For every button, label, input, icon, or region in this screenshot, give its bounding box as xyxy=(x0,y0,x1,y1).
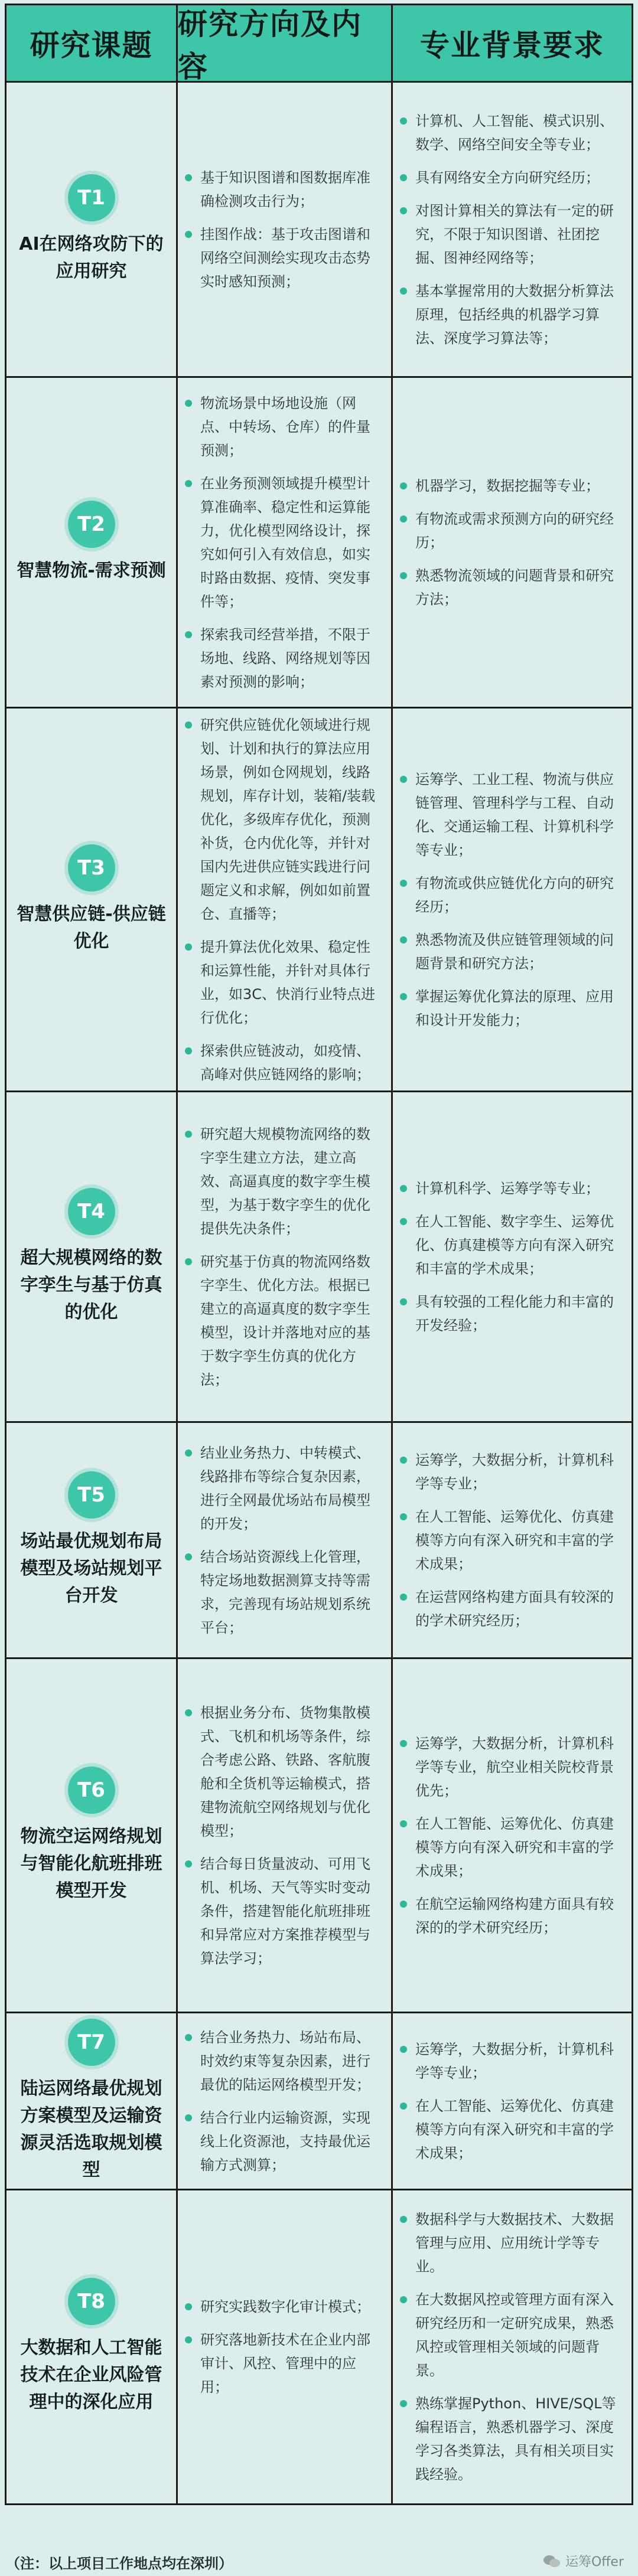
requirement-item xyxy=(400,928,623,975)
table-row xyxy=(6,1423,632,1659)
requirement-text: 在运营网络构建方面具有较深的的学术研究经历； xyxy=(415,1588,614,1629)
topic-id-badge: T4 xyxy=(68,1188,115,1235)
bullet-icon xyxy=(400,572,407,579)
bullet-icon xyxy=(400,2102,407,2110)
table-body xyxy=(6,83,632,2503)
direction-text: 探索我司经营举措，不限于场地、线路、网络规划等因素对预测的影响； xyxy=(200,626,370,690)
bullet-icon xyxy=(400,1457,407,1464)
requirement-text: 具有网络安全方向研究经历； xyxy=(415,169,600,186)
requirement-item xyxy=(400,474,623,498)
direction-item xyxy=(185,1701,383,1843)
table-row xyxy=(6,83,632,378)
requirement-text: 具有较强的工程化能力和丰富的开发经验； xyxy=(415,1293,614,1334)
bullet-icon xyxy=(185,2336,192,2343)
bullet-icon xyxy=(400,993,407,1000)
topic-id-badge: T3 xyxy=(68,844,115,892)
bullet-icon xyxy=(185,1131,192,1138)
topic-id-badge: T8 xyxy=(68,2278,115,2325)
direction-cell xyxy=(178,709,393,1091)
topic-cell xyxy=(6,1092,178,1421)
direction-cell xyxy=(178,1423,393,1657)
requirement-text: 计算机、人工智能、模式识别、数学、网络空间安全等专业； xyxy=(415,112,614,153)
requirement-cell xyxy=(393,2190,632,2503)
bullet-icon xyxy=(400,174,407,181)
direction-item xyxy=(185,472,383,613)
bullet-icon xyxy=(400,880,407,887)
requirement-cell xyxy=(393,1092,632,1421)
requirement-text: 掌握运筹优化算法的原理、应用和设计开发能力； xyxy=(415,988,614,1029)
requirement-text: 对图计算相关的算法有一定的研究，不限于知识图谱、社团挖掘、图神经网络等； xyxy=(415,202,614,266)
requirement-item xyxy=(400,1290,623,1337)
bullet-icon xyxy=(400,1185,407,1192)
requirement-item xyxy=(400,985,623,1032)
direction-text: 结业业务热力、中转模式、线路排布等综合复杂因素，进行全网最优场站布局模型的开发； xyxy=(200,1444,370,1532)
research-topics-table xyxy=(5,4,633,2505)
topic-title: 场站最优规划布局模型及场站规划平台开发 xyxy=(20,1530,162,1606)
direction-item xyxy=(185,1441,383,1536)
table-row xyxy=(6,2190,632,2503)
topic-id-badge: T1 xyxy=(68,174,115,221)
requirement-item xyxy=(400,1585,623,1633)
header-topic: 研究课题 xyxy=(6,5,178,81)
requirement-text: 有物流或供应链优化方向的研究经历； xyxy=(415,874,614,915)
topic-title: 智慧供应链-供应链优化 xyxy=(17,903,166,952)
requirement-item xyxy=(400,564,623,611)
bullet-icon xyxy=(400,936,407,943)
bullet-icon xyxy=(400,117,407,125)
direction-item xyxy=(185,935,383,1030)
requirement-text: 计算机科学、运筹学等专业； xyxy=(415,1180,600,1197)
direction-text: 在业务预测领域提升模型计算准确率、稳定性和运算能力，优化模型网络设计，探究如何引入有效信息，如实时路由数据、疫情、突发事件等； xyxy=(200,475,370,610)
direction-item xyxy=(185,1545,383,1640)
bullet-icon xyxy=(185,2114,192,2121)
header-requirements: 专业背景要求 xyxy=(420,28,604,63)
requirement-cell xyxy=(393,1423,632,1657)
requirement-item xyxy=(400,768,623,862)
bullet-icon xyxy=(185,1258,192,1265)
bullet-icon xyxy=(185,1047,192,1054)
direction-text: 结合业务热力、场站布局、时效约束等复杂因素，进行最优的陆运网络模型开发； xyxy=(200,2029,370,2093)
requirement-text: 在人工智能、运筹优化、仿真建模等方向有深入研究和丰富的学术成果； xyxy=(415,2097,614,2162)
bullet-icon xyxy=(185,174,192,181)
requirement-item xyxy=(400,1892,623,1940)
direction-text: 研究实践数字化审计模式； xyxy=(200,2299,370,2315)
direction-item xyxy=(185,2026,383,2097)
requirement-item xyxy=(400,871,623,919)
topic-title: 大数据和人工智能技术在企业风险管理中的深化应用 xyxy=(20,2337,162,2412)
bullet-icon xyxy=(185,2303,192,2310)
table-row xyxy=(6,1659,632,2013)
requirement-text: 运筹学，大数据分析，计算机科学等专业，航空业相关院校背景优先； xyxy=(415,1735,614,1799)
topic-cell xyxy=(6,2190,178,2503)
requirement-text: 熟悉物流及供应链管理领域的问题背景和研究方法； xyxy=(415,931,614,972)
requirement-text: 在人工智能、运筹优化、仿真建模等方向有深入研究和丰富的学术成果； xyxy=(415,1815,614,1879)
requirement-item xyxy=(400,2208,623,2278)
bullet-icon xyxy=(185,631,192,638)
header-direction: 研究方向及内容 xyxy=(178,5,393,81)
requirement-text: 熟悉物流领域的问题背景和研究方法； xyxy=(415,567,614,608)
bullet-icon xyxy=(400,1594,407,1601)
table-row xyxy=(6,378,632,709)
requirement-cell xyxy=(393,378,632,707)
topic-id-badge: T2 xyxy=(68,501,115,548)
requirement-item xyxy=(400,2038,623,2085)
direction-text: 基于知识图谱和图数据库准确检测攻击行为； xyxy=(200,169,370,210)
bullet-icon xyxy=(185,943,192,951)
bullet-icon xyxy=(400,482,407,489)
topic-title: 智慧物流-需求预测 xyxy=(17,560,166,581)
table-header xyxy=(6,5,632,83)
requirement-item xyxy=(400,2094,623,2165)
bullet-icon xyxy=(400,1218,407,1225)
requirement-text: 在人工智能、运筹优化、仿真建模等方向有深入研究和丰富的学术成果； xyxy=(415,1508,614,1572)
topic-id-badge: T6 xyxy=(68,1767,115,1814)
requirement-item xyxy=(400,109,623,156)
direction-cell xyxy=(178,1092,393,1421)
direction-cell xyxy=(178,378,393,707)
bullet-icon xyxy=(185,2034,192,2041)
direction-text: 探索供应链波动，如疫情、高峰对供应链网络的影响； xyxy=(200,1042,370,1083)
direction-cell xyxy=(178,1659,393,2012)
requirement-text: 运筹学，大数据分析，计算机科学等专业； xyxy=(415,2040,614,2081)
direction-text: 结合每日货量波动、可用飞机、机场、天气等实时变动条件，搭建智能化航班排班和异常应对方案推荐模型与算法学习； xyxy=(200,1855,370,1967)
direction-item xyxy=(185,2328,383,2399)
bullet-icon xyxy=(400,776,407,783)
requirement-item xyxy=(400,1210,623,1281)
bullet-icon xyxy=(185,1553,192,1560)
direction-item xyxy=(185,623,383,694)
topic-cell xyxy=(6,1659,178,2012)
direction-item xyxy=(185,391,383,462)
requirement-item xyxy=(400,507,623,554)
requirement-item xyxy=(400,166,623,190)
requirement-item xyxy=(400,1177,623,1200)
topic-cell xyxy=(6,83,178,376)
requirement-item xyxy=(400,1448,623,1496)
bullet-icon xyxy=(400,1740,407,1747)
watermark-text: 运筹Offer xyxy=(565,2555,624,2570)
requirement-item xyxy=(400,279,623,350)
direction-cell xyxy=(178,83,393,376)
bullet-icon xyxy=(400,1820,407,1827)
requirement-text: 有物流或需求预测方向的研究经历； xyxy=(415,510,614,551)
direction-text: 物流场景中场地设施（网点、中转场、仓库）的件量预测； xyxy=(200,394,370,459)
direction-text: 结合场站资源线上化管理，特定场地数据测算支持等需求，完善现有场站规划系统平台； xyxy=(200,1548,370,1636)
topic-id-badge: T7 xyxy=(68,2019,115,2066)
direction-item xyxy=(185,1852,383,1970)
direction-text: 研究超大规模物流网络的数字孪生建立方法，建立高效、高逼真度的数字孪生模型，为基于数字孪生的优化提供先决条件； xyxy=(200,1125,370,1237)
requirement-text: 熟练掌握Python、HIVE/SQL等编程语言，熟悉机器学习、深度学习各类算法，具有相关项目实践经验。 xyxy=(415,2395,616,2483)
requirement-cell xyxy=(393,709,632,1091)
bullet-icon xyxy=(185,480,192,487)
bullet-icon xyxy=(185,1709,192,1716)
requirement-cell xyxy=(393,83,632,376)
table-row xyxy=(6,709,632,1092)
requirement-item xyxy=(400,1812,623,1883)
topic-cell xyxy=(6,1423,178,1657)
bullet-icon xyxy=(185,1860,192,1867)
topic-id-badge: T5 xyxy=(68,1471,115,1519)
direction-text: 挂图作战：基于攻击图谱和网络空间测绘实现攻击态势实时感知预测； xyxy=(200,226,370,290)
direction-cell xyxy=(178,2190,393,2503)
footer-note: （注：以上项目工作地点均在深圳） xyxy=(6,2555,233,2572)
direction-item xyxy=(185,1250,383,1392)
direction-item xyxy=(185,2295,383,2319)
direction-text: 研究基于仿真的物流网络数字孪生、优化方法。根据已建立的高逼真度的数字孪生模型，设计并落地对应的基于数字孪生仿真的优化方法； xyxy=(200,1253,370,1388)
direction-text: 结合行业内运输资源，实现线上化资源池，支持最优运输方式测算； xyxy=(200,2109,370,2173)
requirement-item xyxy=(400,1732,623,1803)
watermark xyxy=(543,2552,624,2570)
requirement-text: 数据科学与大数据技术、大数据管理与应用、应用统计学等专业。 xyxy=(415,2211,614,2275)
direction-text: 研究落地新技术在企业内部审计、风控、管理中的应用； xyxy=(200,2332,370,2395)
requirement-cell xyxy=(393,1659,632,2012)
bullet-icon xyxy=(400,288,407,295)
direction-text: 提升算法优化效果、稳定性和运算性能，并针对具体行业，如3C、快消行业特点进行优化； xyxy=(200,938,376,1026)
topic-title: 超大规模网络的数字孪生与基于仿真的优化 xyxy=(20,1247,162,1323)
direction-item xyxy=(185,1122,383,1240)
topic-cell xyxy=(6,378,178,707)
table-row xyxy=(6,2013,632,2190)
direction-item xyxy=(185,1039,383,1086)
requirement-text: 在大数据风控或管理方面有深入研究经历和一定研究成果，熟悉风控或管理相关领域的问题背景。 xyxy=(415,2291,614,2379)
requirement-text: 运筹学，大数据分析，计算机科学等专业； xyxy=(415,1451,614,1492)
bullet-icon xyxy=(400,515,407,523)
direction-cell xyxy=(178,2013,393,2189)
topic-title: AI在网络攻防下的应用研究 xyxy=(19,233,164,282)
wechat-icon xyxy=(543,2554,561,2568)
bullet-icon xyxy=(400,1901,407,1908)
bullet-icon xyxy=(185,400,192,407)
bullet-icon xyxy=(400,1513,407,1520)
bullet-icon xyxy=(400,2216,407,2223)
direction-item xyxy=(185,713,383,926)
direction-item xyxy=(185,166,383,213)
direction-item xyxy=(185,223,383,293)
requirement-text: 运筹学、工业工程、物流与供应链管理、管理科学与工程、自动化、交通运输工程、计算机科学等专业； xyxy=(415,770,614,858)
topic-title: 物流空运网络规划与智能化航班排班模型开发 xyxy=(20,1826,162,1901)
table-row xyxy=(6,1092,632,1423)
bullet-icon xyxy=(185,231,192,238)
topic-cell xyxy=(6,709,178,1091)
bullet-icon xyxy=(400,2296,407,2303)
direction-text: 根据业务分布、货物集散模式、飞机和机场等条件，综合考虑公路、铁路、客航腹舱和全货机等运输模式，搭建物流航空网络规划与优化模型； xyxy=(200,1704,370,1839)
bullet-icon xyxy=(400,2046,407,2053)
direction-item xyxy=(185,2106,383,2177)
requirement-text: 在人工智能、数字孪生、运筹优化、仿真建模等方向有深入研究和丰富的学术成果； xyxy=(415,1213,614,1277)
topic-cell xyxy=(6,2013,178,2189)
requirement-text: 基本掌握常用的大数据分析算法原理，包括经典的机器学习算法、深度学习算法等； xyxy=(415,282,614,347)
bullet-icon xyxy=(185,1449,192,1457)
requirement-text: 在航空运输网络构建方面具有较深的的学术研究经历； xyxy=(415,1895,614,1936)
direction-text: 研究供应链优化领域进行规划、计划和执行的算法应用场景，例如仓网规划，线路规划，库存计划，装箱/装载优化，多级库存优化，预测补货，仓内优化等，并针对国内先进供应链实践进行问题定义和求解，例如如前置仓、直播等； xyxy=(200,716,376,922)
requirement-item xyxy=(400,2392,623,2486)
requirement-item xyxy=(400,199,623,270)
requirement-item xyxy=(400,2288,623,2382)
bullet-icon xyxy=(400,1298,407,1305)
requirement-text: 机器学习，数据挖掘等专业； xyxy=(415,477,600,494)
requirement-item xyxy=(400,1505,623,1576)
topic-title: 陆运网络最优规划方案模型及运输资源灵活选取规划模型 xyxy=(20,2078,162,2180)
bullet-icon xyxy=(400,2400,407,2407)
requirement-cell xyxy=(393,2013,632,2189)
bullet-icon xyxy=(185,721,192,729)
bullet-icon xyxy=(400,207,407,214)
